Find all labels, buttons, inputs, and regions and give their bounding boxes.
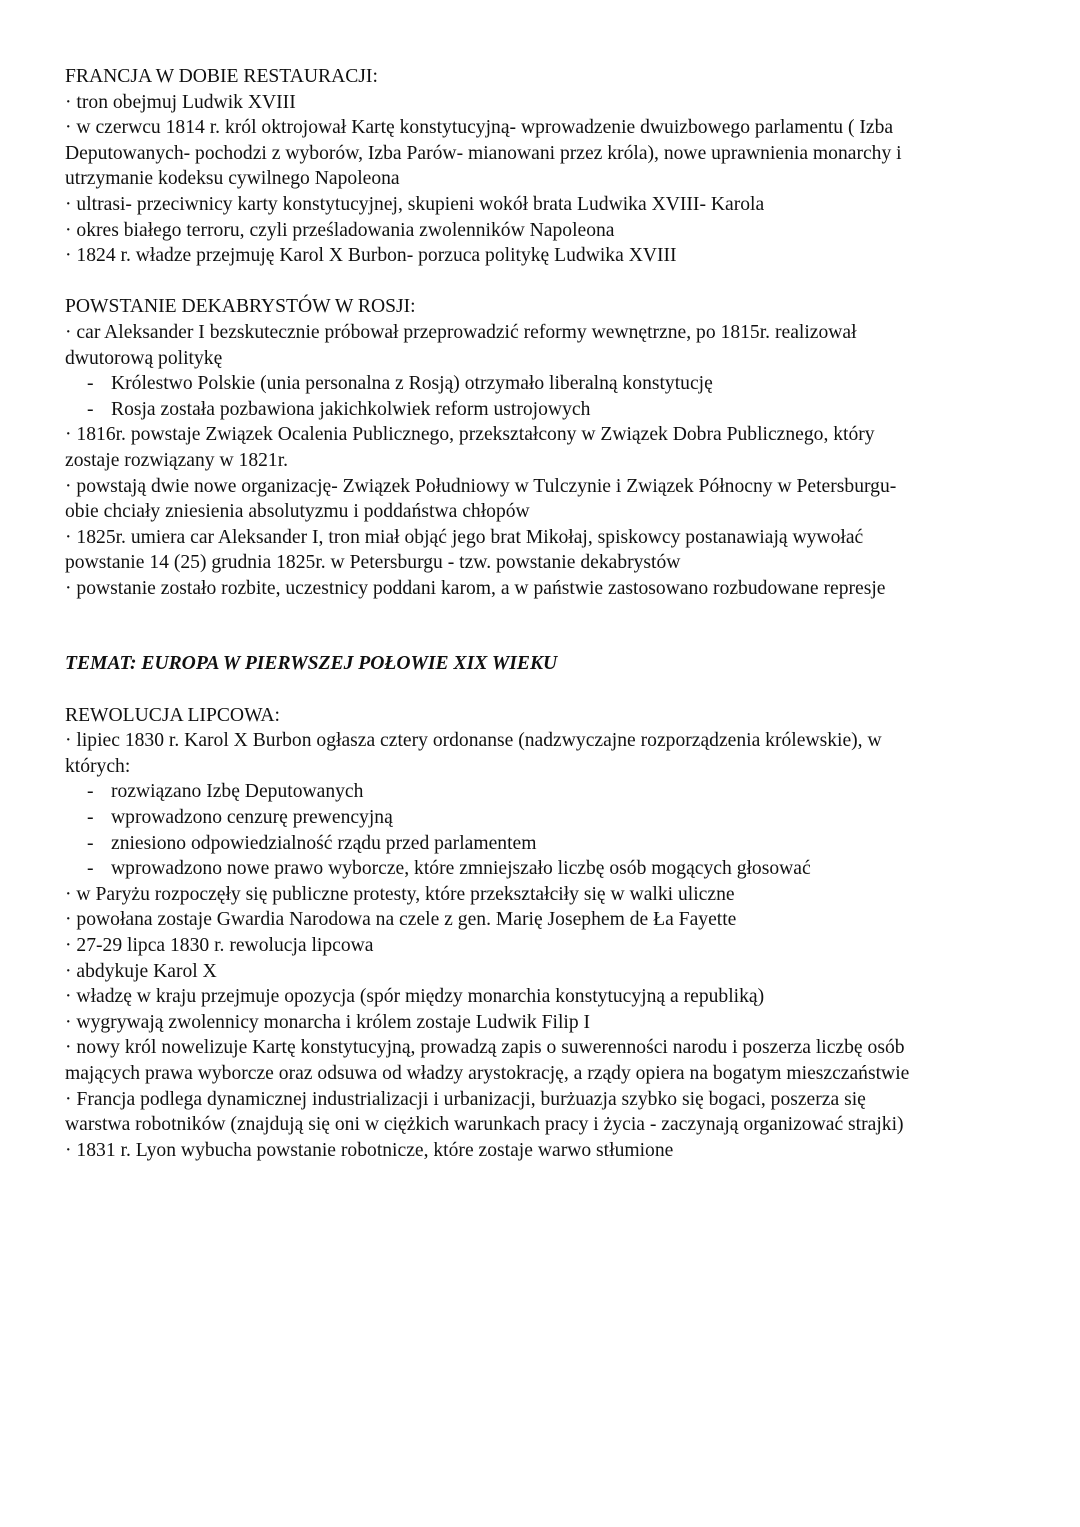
text-line: · 1831 r. Lyon wybucha powstanie robotnicze, które zostaje warwo stłumione (65, 1139, 674, 1161)
text-line: powstanie 14 (25) grudnia 1825r. w Petersburgu - tzw. powstanie dekabrystów (65, 552, 681, 574)
text-line: · władzę w kraju przejmuje opozycja (spór między monarchia konstytucyjną a republiką) (65, 986, 765, 1008)
text-line: Deputowanych- pochodzi z wyborów, Izba Parów- mianowani przez króla), nowe uprawnienia monarchy i (65, 142, 902, 164)
dash-marker: - (87, 398, 94, 420)
text-line: · car Aleksander I bezskutecznie próbował przeprowadzić reformy wewnętrzne, po 1815r. realizował (65, 321, 857, 343)
spacer (65, 269, 1025, 295)
dash-item-text: wprowadzono nowe prawo wyborcze, które zmniejszało liczbę osób mogących głosować (111, 858, 811, 880)
text-line: · ultrasi- przeciwnicy karty konstytucyjnej, skupieni wokół brata Ludwika XVIII- Karola (65, 193, 765, 215)
text-line: których: (65, 755, 131, 777)
dash-item-text: Rosja została pozbawiona jakichkolwiek reform ustrojowych (111, 398, 591, 420)
text-line: · 27-29 lipca 1830 r. rewolucja lipcowa (65, 935, 374, 956)
dash-item-text: zniesiono odpowiedzialność rządu przed parlamentem (111, 832, 537, 854)
section-decembrist-uprising (65, 294, 1025, 601)
text-line: · tron obejmuj Ludwik XVIII (65, 91, 296, 113)
text-line: · nowy król nowelizuje Kartę konstytucyjną, prowadzą zapis o suwerenności narodu i poszerza liczbę osób (65, 1037, 905, 1059)
dash-marker: - (87, 858, 94, 880)
document-page (65, 64, 1025, 1163)
text-line: · okres białego terroru, czyli prześladowania zwolenników Napoleona (65, 219, 615, 241)
text-line: · 1816r. powstaje Związek Ocalenia Publicznego, przekształcony w Związek Dobra Publicznego, który (65, 424, 875, 446)
dash-list-item (65, 397, 1025, 423)
section-heading: FRANCJA W DOBIE RESTAURACJI: (65, 66, 378, 87)
dash-marker: - (87, 373, 94, 395)
text-line: · powołana zostaje Gwardia Narodowa na czele z gen. Marię Josephem de Ła Fayette (65, 909, 737, 931)
text-line: · powstanie zostało rozbite, uczestnicy poddani karom, a w państwie zastosowano rozbudowane represje (65, 577, 886, 599)
text-line: warstwa robotników (znajdują się oni w ciężkich warunkach pracy i życia - zaczynają organizować strajki) (65, 1114, 904, 1136)
text-line: · 1824 r. władze przejmuję Karol X Burbon- porzuca politykę Ludwika XVIII (65, 245, 677, 267)
section-july-revolution (65, 703, 1025, 1164)
dash-marker: - (87, 807, 94, 829)
spacer (65, 677, 1025, 703)
dash-list-item (65, 805, 1025, 831)
dash-item-text: rozwiązano Izbę Deputowanych (111, 781, 364, 803)
dash-marker: - (87, 832, 94, 854)
dash-marker: - (87, 781, 94, 803)
dash-list-item (65, 779, 1025, 805)
section-france-restoration (65, 64, 1025, 269)
text-line: · w Paryżu rozpoczęły się publiczne protesty, które przekształciły się w walki uliczne (65, 883, 735, 905)
section-heading: REWOLUCJA LIPCOWA: (65, 704, 280, 726)
text-line: · w czerwcu 1814 r. król oktrojował Kartę konstytucyjną- wprowadzenie dwuizbowego parlamentu ( Izba (65, 117, 894, 139)
text-line: · powstają dwie nowe organizację- Związek Południowy w Tulczynie i Związek Północny w Petersburgu- (65, 475, 897, 497)
dash-list-item (65, 856, 1025, 882)
dash-item-text: Królestwo Polskie (unia personalna z Rosją) otrzymało liberalną konstytucję (111, 373, 713, 395)
topic-title: TEMAT: EUROPA W PIERWSZEJ POŁOWIE XIX WIEKU (65, 653, 558, 675)
dash-list-item (65, 831, 1025, 857)
text-line: utrzymanie kodeksu cywilnego Napoleona (65, 168, 400, 190)
text-line: obie chciały zniesienia absolutyzmu i poddaństwa chłopów (65, 501, 530, 523)
text-line: mających prawa wyborcze oraz odsuwa od władzy arystokrację, a rządy opiera na bogatym mieszczaństwie (65, 1062, 910, 1084)
text-line: zostaje rozwiązany w 1821r. (65, 449, 289, 471)
section-heading: POWSTANIE DEKABRYSTÓW W ROSJI: (65, 296, 416, 318)
text-line: dwutorową politykę (65, 347, 223, 369)
dash-item-text: wprowadzono cenzurę prewencyjną (111, 807, 393, 829)
text-line: · Francja podlega dynamicznej industrializacji i urbanizacji, burżuazja szybko się bogaci, poszerza się (65, 1088, 866, 1110)
text-line: · lipiec 1830 r. Karol X Burbon ogłasza cztery ordonanse (nadzwyczajne rozporządzenia królewskie), w (65, 730, 882, 752)
dash-list-item (65, 371, 1025, 397)
text-line: · abdykuje Karol X (65, 960, 217, 982)
text-line: · wygrywają zwolennicy monarcha i królem zostaje Ludwik Filip I (65, 1011, 591, 1033)
spacer (65, 601, 1025, 651)
text-line: · 1825r. umiera car Aleksander I, tron miał objąć jego brat Mikołaj, spiskowcy postanawiają wywołać (65, 526, 864, 548)
